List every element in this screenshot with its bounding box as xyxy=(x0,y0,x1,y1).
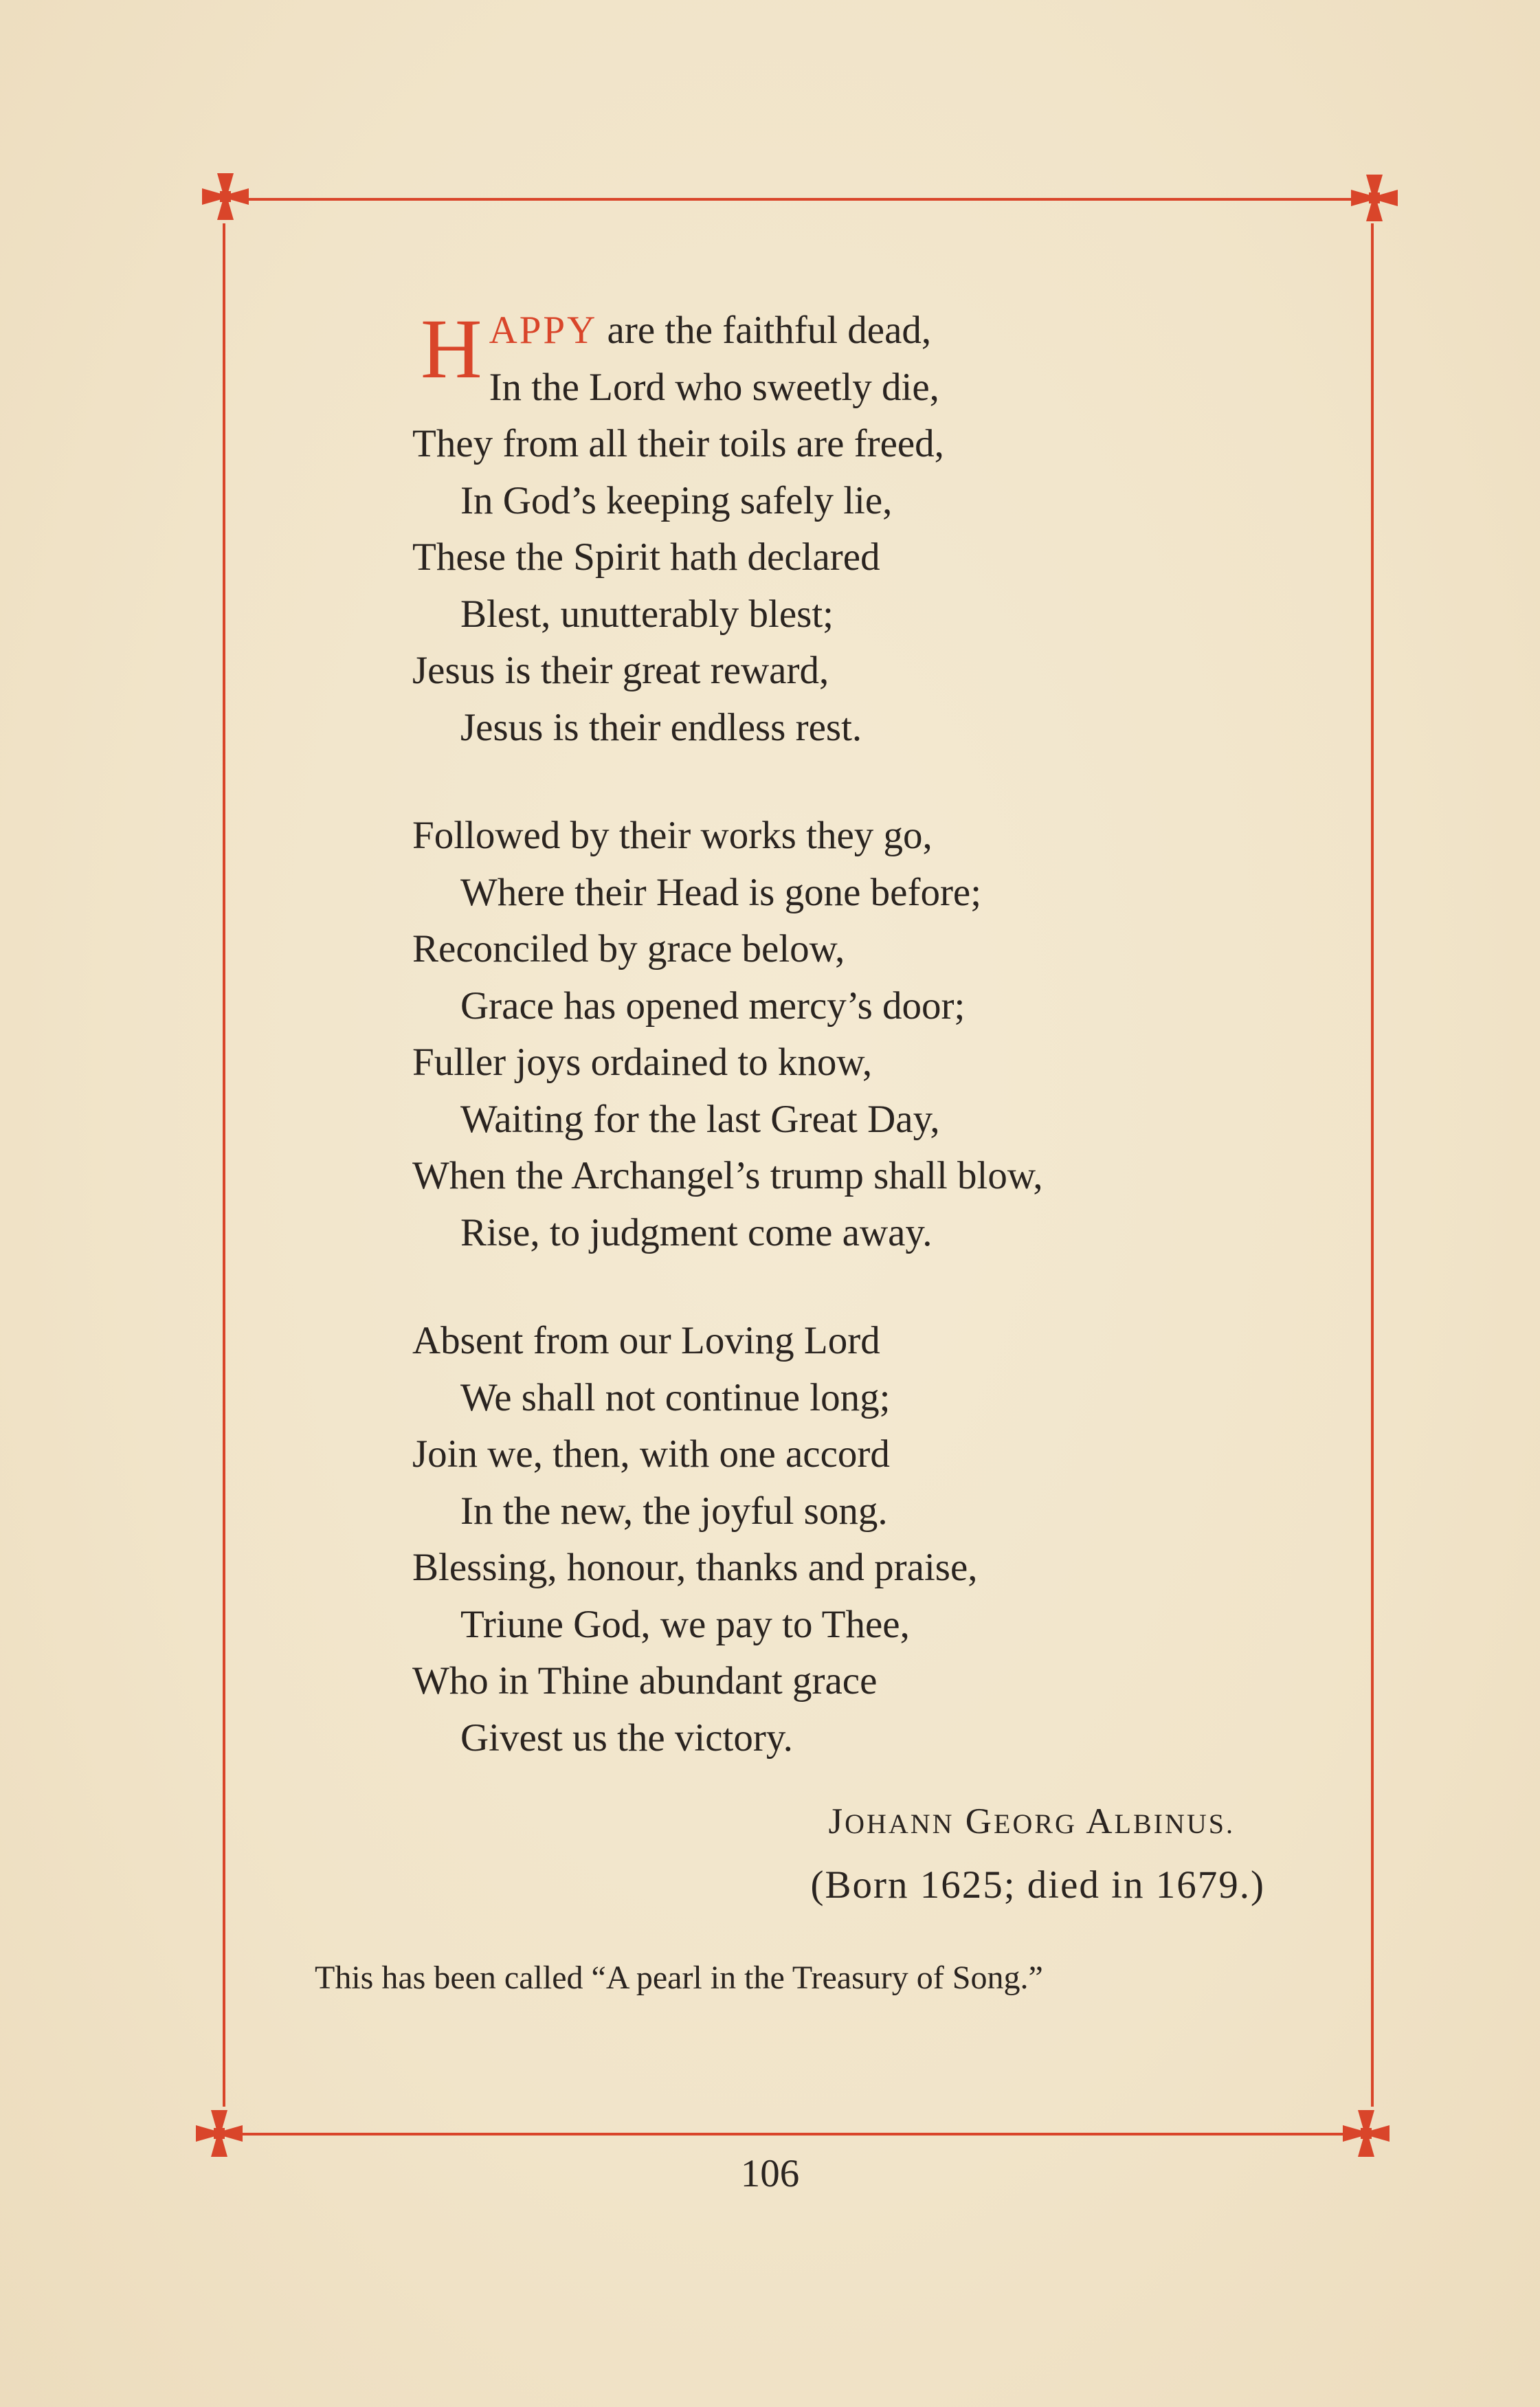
author-small-caps: EORG xyxy=(994,1808,1077,1839)
poem-line: In God’s keeping safely lie, xyxy=(460,478,893,522)
footnote: This has been called “A pearl in the Treasury of Song.” xyxy=(315,1960,1043,1996)
bottom-border-rule xyxy=(241,2133,1347,2136)
poem-line: Join we, then, with one accord xyxy=(412,1432,890,1476)
top-border-rule xyxy=(247,198,1354,201)
maltese-cross-icon xyxy=(199,170,252,223)
poem-line: Followed by their works they go, xyxy=(412,814,933,857)
poem xyxy=(412,302,1306,1818)
poem-line: They from all their toils are freed, xyxy=(412,422,944,465)
stanza xyxy=(412,808,1306,1261)
poem-line: Grace has opened mercy’s door; xyxy=(460,984,966,1028)
poem-line: Fuller joys ordained to know, xyxy=(412,1041,873,1084)
stanza xyxy=(412,302,1306,756)
poem-line: Triune God, we pay to Thee, xyxy=(460,1602,910,1646)
stanza xyxy=(412,1313,1306,1766)
author-small-caps: LBINUS. xyxy=(1114,1808,1235,1839)
poem-line: Jesus is their great reward, xyxy=(412,649,829,692)
author-small-caps: OHANN xyxy=(845,1808,955,1839)
poem-line: Blest, unutterably blest; xyxy=(460,592,834,636)
poem-line: We shall not continue long; xyxy=(460,1375,891,1419)
poem-line: Absent from our Loving Lord xyxy=(412,1319,880,1362)
poem-line: In the Lord who sweetly die, xyxy=(489,365,939,409)
poem-line: When the Archangel’s trump shall blow, xyxy=(412,1154,1043,1197)
poem-line: Jesus is their endless rest. xyxy=(460,705,862,749)
author-initial: G xyxy=(965,1801,994,1841)
opening-small-caps: APPY xyxy=(489,309,598,352)
poem-line-text: are the faithful dead, xyxy=(607,309,932,352)
drop-cap: H xyxy=(421,302,482,396)
poem-line: Where their Head is gone before; xyxy=(460,870,982,914)
poem-line: Givest us the victory. xyxy=(460,1716,793,1760)
poem-line: In the new, the joyful song. xyxy=(460,1489,888,1533)
poem-line: Waiting for the last Great Day, xyxy=(460,1097,940,1141)
poem-line: Reconciled by grace below, xyxy=(412,927,845,970)
poem-line: Rise, to judgment come away. xyxy=(460,1210,933,1254)
poem-line: These the Spirit hath declared xyxy=(412,535,880,579)
page-number: 106 xyxy=(740,2152,800,2195)
author-dates: (Born 1625; died in 1679.) xyxy=(810,1863,1265,1907)
poem-line: Blessing, honour, thanks and praise, xyxy=(412,1546,978,1589)
author-name xyxy=(828,1801,1235,1842)
poem-line: Who in Thine abundant grace xyxy=(412,1659,878,1702)
author-initial: A xyxy=(1086,1801,1115,1841)
left-border-rule xyxy=(223,223,225,2107)
right-border-rule xyxy=(1371,223,1374,2107)
maltese-cross-icon xyxy=(1348,172,1400,224)
author-initial: J xyxy=(828,1801,845,1841)
